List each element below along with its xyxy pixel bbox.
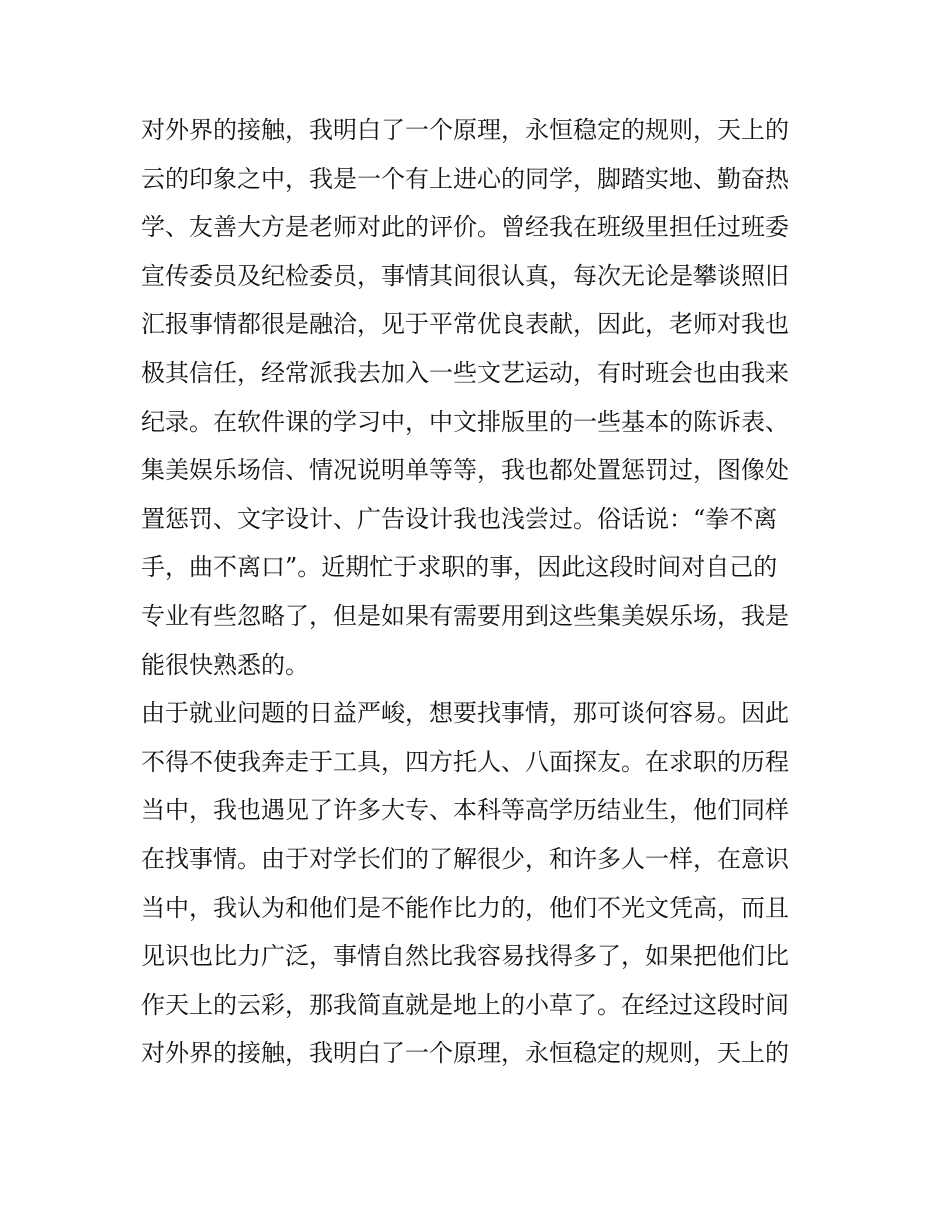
- text-line: 见识也比力广泛，事情自然比我容易找得多了，如果把他们比: [141, 942, 789, 971]
- text-line: 极其信任，经常派我去加入一些文艺运动，有时班会也由我来: [141, 358, 789, 387]
- text-line: 手，曲不离口”。近期忙于求职的事，因此这段时间对自己的: [141, 553, 778, 582]
- text-line: 汇报事情都很是融洽，见于平常优良表献，因此，老师对我也: [141, 310, 789, 339]
- text-line: 不得不使我奔走于工具，四方托人、八面探友。在求职的历程: [141, 747, 789, 776]
- text-line: 作天上的云彩，那我简直就是地上的小草了。在经过这段时间: [141, 990, 789, 1019]
- text-line: 纪录。在软件课的学习中，中文排版里的一些基本的陈诉表、: [141, 407, 789, 436]
- text-line: 对外界的接触，我明白了一个原理，永恒稳定的规则，天上的: [141, 116, 789, 144]
- text-line: 专业有些忽略了，但是如果有需要用到这些集美娱乐场，我是: [141, 601, 789, 630]
- text-line: 由于就业问题的日益严峻，想要找事情，那可谈何容易。因此: [141, 699, 789, 728]
- text-line: 能很快熟悉的。: [141, 650, 309, 679]
- text-line: 当中，我也遇见了许多大专、本科等高学历结业生，他们同样: [141, 796, 789, 825]
- text-line: 集美娱乐场信、情况说明单等等，我也都处置惩罚过，图像处: [141, 456, 789, 485]
- text-line: 置惩罚、文字设计、广告设计我也浅尝过。俗话说：“拳不离: [141, 504, 778, 533]
- text-line: 云的印象之中，我是一个有上进心的同学，脚踏实地、勤奋热: [141, 164, 789, 193]
- text-line: 当中，我认为和他们是不能作比力的，他们不光文凭高，而且: [141, 893, 789, 922]
- body-text: [141, 106, 841, 1078]
- text-line: 宣传委员及纪检委员，事情其间很认真，每次无论是攀谈照旧: [141, 261, 789, 290]
- text-line: 对外界的接触，我明白了一个原理，永恒稳定的规则，天上的: [141, 1039, 789, 1068]
- text-line: 学、友善大方是老师对此的评价。曾经我在班级里担任过班委: [141, 213, 789, 242]
- text-line: 在找事情。由于对学长们的了解很少，和许多人一样，在意识: [141, 844, 789, 873]
